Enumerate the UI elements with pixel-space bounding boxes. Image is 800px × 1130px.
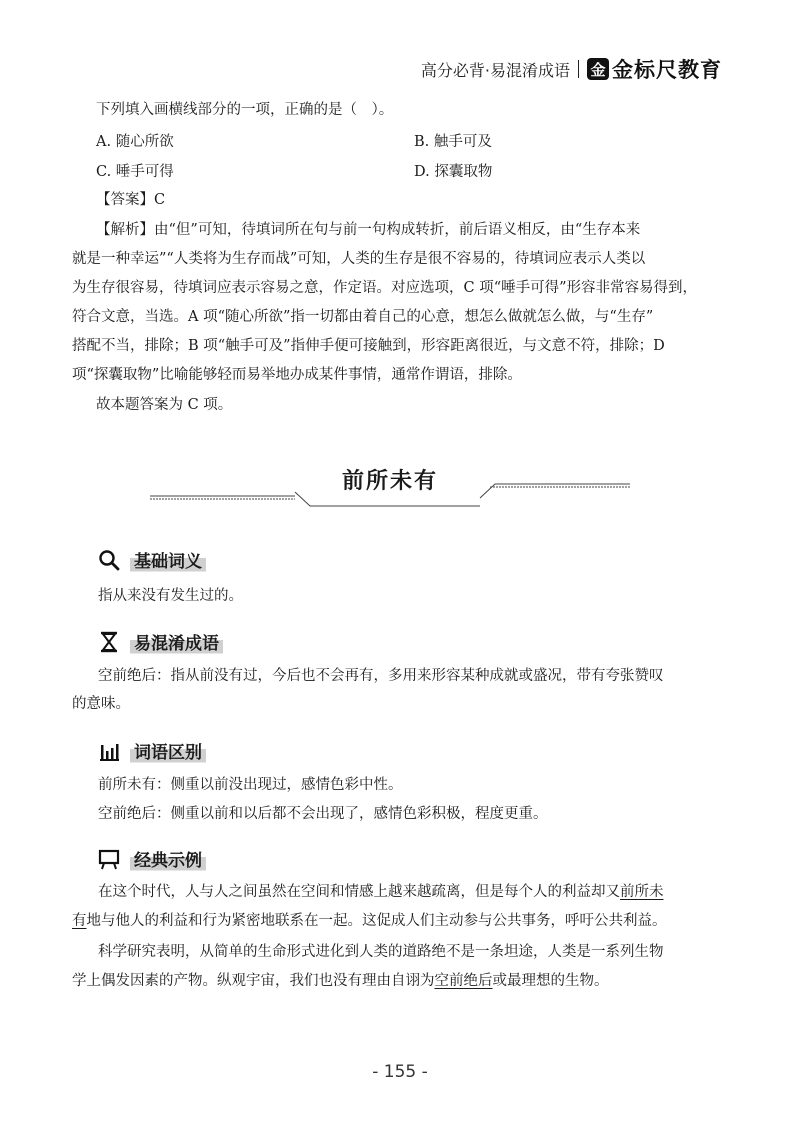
analysis-line: 搭配不当，排除；B 项“触手可及”指伸手便可接触到，形容距离很近，与文意不符，排除；D bbox=[72, 338, 665, 354]
section-title-banner bbox=[150, 462, 630, 512]
analysis-line: 为生存很容易，待填词应表示容易之意，作定语。对应选项，C 项“唾手可得”形容非常容易得到， bbox=[72, 280, 698, 296]
example-text: 学上偶发因素的产物。纵观宇宙，我们也没有理由自诩为 bbox=[72, 973, 435, 989]
example-2-line-2 bbox=[72, 969, 609, 990]
heading-label: 词语区别 bbox=[130, 737, 206, 764]
idiom-underline: 有 bbox=[72, 913, 87, 929]
section-title: 前所未有 bbox=[341, 468, 438, 494]
example-1-line-2 bbox=[72, 909, 667, 930]
idiom-underline: 空前绝后 bbox=[434, 973, 493, 989]
heading-label: 基础词义 bbox=[130, 546, 206, 573]
analysis-line: 就是一种幸运”“人类将为生存而战”可知，人类的生存是很不容易的，待填词应表示人类以 bbox=[72, 251, 646, 267]
analysis-line: 【解析】由“但”可知，待填词所在句与前一句构成转折，前后语义相反，由“生存本来 bbox=[96, 222, 641, 238]
brand bbox=[587, 54, 722, 84]
option-b: B. 触手可及 bbox=[414, 134, 492, 150]
example-2-line-1: 科学研究表明，从简单的生命形式进化到人类的道路绝不是一条坦途，人类是一系列生物 bbox=[98, 944, 664, 960]
examples-heading bbox=[98, 845, 206, 872]
distinction-heading bbox=[98, 737, 206, 764]
heading-label: 易混淆成语 bbox=[130, 628, 223, 655]
easel-icon bbox=[98, 848, 120, 870]
distinction-line: 前所未有：侧重以前没出现过，感情色彩中性。 bbox=[98, 777, 403, 793]
basic-meaning-text: 指从来没有发生过的。 bbox=[98, 588, 243, 604]
analysis-line: 项“探囊取物”比喻能够轻而易举地办成某件事情，通常作谓语，排除。 bbox=[72, 367, 522, 383]
analysis-line: 符合文意，当选。A 项“随心所欲”指一切都由着自己的心意，想怎么做就怎么做，与“生存” bbox=[72, 309, 654, 325]
answer: 【答案】C bbox=[96, 192, 166, 208]
brand-name: 金标尺教育 bbox=[612, 58, 722, 82]
bar-chart-icon bbox=[98, 740, 120, 762]
basic-meaning-heading bbox=[98, 546, 206, 573]
question-stem: 下列填入画横线部分的一项，正确的是（ ）。 bbox=[96, 102, 394, 118]
confusable-line: 空前绝后：指从前没有过，今后也不会再有，多用来形容某种成就或盛况，带有夸张赞叹 bbox=[98, 668, 664, 684]
idiom-underline: 前所未 bbox=[620, 884, 664, 900]
option-a: A. 随心所欲 bbox=[96, 134, 174, 150]
heading-label: 经典示例 bbox=[130, 845, 206, 872]
distinction-line: 空前绝后：侧重以前和以后都不会出现了，感情色彩积极，程度更重。 bbox=[98, 806, 548, 822]
example-text: 地与他人的利益和行为紧密地联系在一起。这促成人们主动参与公共事务，呼吁公共利益。 bbox=[86, 913, 667, 929]
brand-logo: 金 bbox=[587, 58, 609, 80]
example-text: 或最理想的生物。 bbox=[492, 973, 609, 989]
conclusion: 故本题答案为 C 项。 bbox=[96, 397, 233, 413]
option-d: D. 探囊取物 bbox=[414, 164, 493, 180]
confusable-line: 的意味。 bbox=[72, 696, 130, 712]
header-divider bbox=[578, 60, 579, 78]
option-c: C. 唾手可得 bbox=[96, 164, 174, 180]
hourglass-icon bbox=[98, 631, 120, 653]
magnifier-icon bbox=[98, 549, 120, 571]
page-number: - 155 - bbox=[372, 1062, 428, 1082]
example-text: 在这个时代，人与人之间虽然在空间和情感上越来越疏离，但是每个人的利益却又 bbox=[98, 884, 620, 900]
page-header bbox=[421, 54, 722, 84]
series-title: 高分必背·易混淆成语 bbox=[420, 60, 570, 80]
confusable-heading bbox=[98, 628, 223, 655]
example-1-line-1 bbox=[98, 880, 664, 901]
